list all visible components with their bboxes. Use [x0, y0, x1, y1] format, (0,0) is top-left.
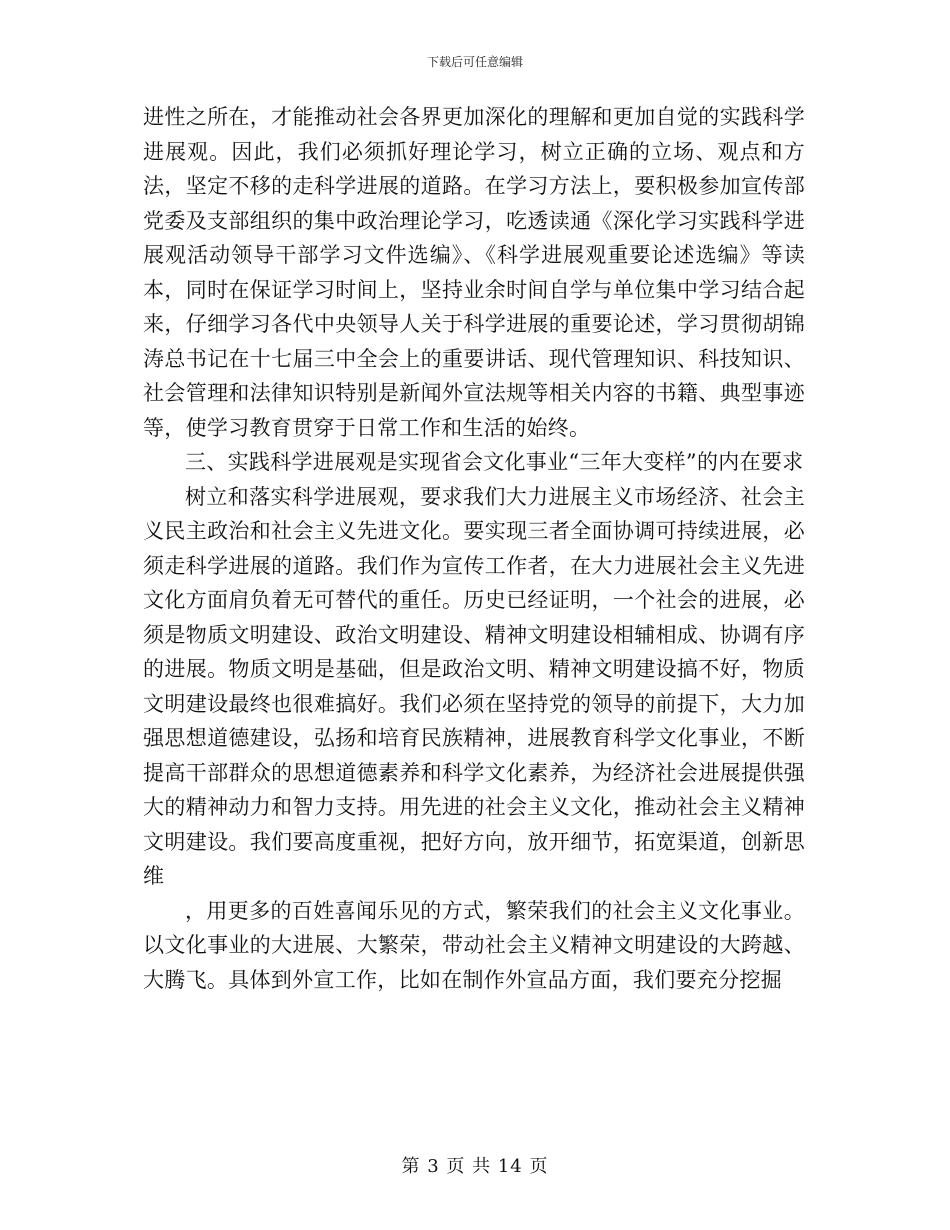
- page-header-note: 下载后可任意编辑: [426, 55, 523, 69]
- page-number: 第 3 页 共 14 页: [401, 1156, 549, 1177]
- document-body: [143, 100, 805, 997]
- section-heading-three: 三、实践科学进展观是实现省会文化事业“三年大变样”的内在要求: [185, 450, 804, 474]
- paragraph-continuation: 进性之所在，才能推动社会各界更加深化的理解和更加自觉的实践科学进展观。因此，我们必须抓好理论学习，树立正确的立场、观点和方法，坚定不移的走科学进展的道路。在学习方法上，要积极参加宣传部党委及支部组织的集中政治理论学习，吃透读通《深化学习实践科学进展观活动领导干部学习文件选编》、《科学进展观重要论述选编》等读本，同时在保证学习时间上，坚持业余时间自学与单位集中学习结合起来，仔细学习各代中央领导人关于科学进展的重要论述，学习贯彻胡锦涛总书记在十七届三中全会上的重要讲话、现代管理知识、科技知识、社会管理和法律知识特别是新闻外宣法规等相关内容的书籍、典型事迹等，使学习教育贯穿于日常工作和生活的始终。: [143, 105, 805, 440]
- paragraph-main: 树立和落实科学进展观，要求我们大力进展主义市场经济、社会主义民主政治和社会主义先进文化。要实现三者全面协调可持续进展，必须走科学进展的道路。我们作为宣传工作者，在大力进展社会主义先进文化方面肩负着无可替代的重任。历史已经证明，一个社会的进展，必须是物质文明建设、政治文明建设、精神文明建设相辅相成、协调有序的进展。物质文明是基础，但是政治文明、精神文明建设搞不好，物质文明建设最终也很难搞好。我们必须在坚持党的领导的前提下，大力加强思想道德建设，弘扬和培育民族精神，进展教育科学文化事业，不断提高干部群众的思想道德素养和科学文化素养，为经济社会进展提供强大的精神动力和智力支持。用先进的社会主义文化，推动社会主义精神文明建设。我们要高度重视，把好方向，放开细节，拓宽渠道，创新思维: [143, 484, 805, 888]
- paragraph-tail: ，用更多的百姓喜闻乐见的方式，繁荣我们的社会主义文化事业。以文化事业的大进展、大繁荣，带动社会主义精神文明建设的大跨越、大腾飞。具体到外宣工作，比如在制作外宣品方面，我们要充分挖掘: [143, 898, 805, 992]
